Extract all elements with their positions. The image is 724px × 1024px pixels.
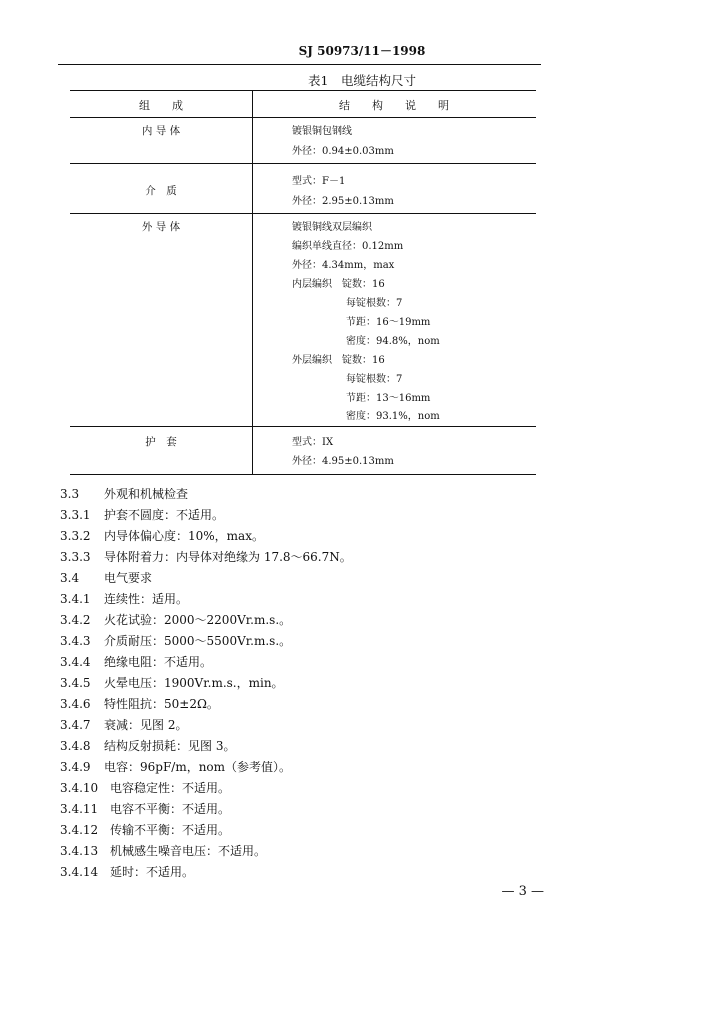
row-line: 外径：4.34mm，max xyxy=(292,260,395,271)
paragraph-number: 3.3 xyxy=(60,487,80,501)
row-line: 编织单线直径：0.12mm xyxy=(292,241,404,252)
row-line: 密度：94.8%，nom xyxy=(346,336,440,347)
paragraph-text: 延时：不适用。 xyxy=(110,865,195,879)
column-header-description: 结 构 说 明 xyxy=(339,99,449,112)
row-line: 镀银铜包钢线 xyxy=(292,126,352,137)
paragraph xyxy=(60,737,235,754)
paragraph-text: 结构反射损耗：见图 3。 xyxy=(104,739,236,753)
row-line: 节距：16～19mm xyxy=(346,317,431,328)
row-line: 密度：93.1%，nom xyxy=(346,411,440,422)
paragraph-text: 电容：96pF/m，nom（参考值）。 xyxy=(104,760,292,774)
paragraph xyxy=(60,569,152,586)
row-line: 镀银铜线双层编织 xyxy=(292,222,372,233)
paragraph-number: 3.4.13 xyxy=(60,844,99,858)
paragraph-number: 3.3.1 xyxy=(60,508,91,522)
table-column-divider xyxy=(252,90,253,475)
paragraph-text: 介质耐压：5000～5500Vr.m.s.。 xyxy=(104,634,292,648)
paragraph-number: 3.3.3 xyxy=(60,550,91,564)
table-bottom-rule xyxy=(70,474,536,475)
row-line: 外径：2.95±0.13mm xyxy=(292,196,394,207)
paragraph-number: 3.3.2 xyxy=(60,529,91,543)
row-line: 内层编织 锭数：16 xyxy=(292,279,385,290)
paragraph-text: 导体附着力：内导体对绝缘为 17.8～66.7N。 xyxy=(104,550,352,564)
paragraph-number: 3.4.3 xyxy=(60,634,91,648)
paragraph-text: 电气要求 xyxy=(104,571,153,585)
row-line: 每锭根数：7 xyxy=(346,298,403,309)
paragraph-text: 电容不平衡：不适用。 xyxy=(110,802,231,816)
row-line: 外层编织 锭数：16 xyxy=(292,355,385,366)
paragraph xyxy=(60,506,224,523)
paragraph xyxy=(60,632,291,649)
paragraph-number: 3.4.4 xyxy=(60,655,91,669)
page-number: — 3 — xyxy=(501,884,544,899)
table-header-rule xyxy=(70,117,536,118)
paragraph xyxy=(60,485,188,502)
paragraph xyxy=(60,842,266,859)
paragraph xyxy=(60,821,230,838)
paragraph-text: 传输不平衡：不适用。 xyxy=(110,823,231,837)
paragraph-number: 3.4 xyxy=(60,571,80,585)
paragraph-number: 3.4.14 xyxy=(60,865,99,879)
paragraph-text: 电容稳定性：不适用。 xyxy=(110,781,231,795)
row-line: 型式：F－1 xyxy=(292,176,346,187)
paragraph-number: 3.4.1 xyxy=(60,592,91,606)
table-top-rule xyxy=(70,90,536,91)
paragraph-text: 机械感生噪音电压：不适用。 xyxy=(110,844,267,858)
paragraph xyxy=(60,548,352,565)
paragraph-number: 3.4.11 xyxy=(60,802,99,816)
paragraph-text: 特性阻抗：50±2Ω。 xyxy=(104,697,219,711)
row-label-jacket: 护 套 xyxy=(145,436,177,448)
paragraph-text: 内导体偏心度：10%，max。 xyxy=(104,529,264,543)
paragraph-text: 衰减：见图 2。 xyxy=(104,718,188,732)
row-rule xyxy=(70,163,536,164)
paragraph-number: 3.4.9 xyxy=(60,760,91,774)
row-line: 型式：IX xyxy=(292,437,334,448)
document-code: SJ 50973/11－1998 xyxy=(298,44,426,58)
paragraph xyxy=(60,779,230,796)
paragraph-number: 3.4.12 xyxy=(60,823,99,837)
row-line: 节距：13～16mm xyxy=(346,393,431,404)
row-line: 外径：4.95±0.13mm xyxy=(292,456,394,467)
row-label-inner-conductor: 内 导 体 xyxy=(141,125,181,137)
paragraph-text: 火花试验：2000～2200Vr.m.s.。 xyxy=(104,613,292,627)
paragraph-number: 3.4.5 xyxy=(60,676,91,690)
header-rule xyxy=(58,64,541,65)
paragraph-text: 外观和机械检查 xyxy=(104,487,189,501)
paragraph-text: 火晕电压：1900Vr.m.s.，min。 xyxy=(104,676,284,690)
row-line: 每锭根数：7 xyxy=(346,374,403,385)
paragraph-text: 连续性：适用。 xyxy=(104,592,189,606)
paragraph xyxy=(60,674,284,691)
paragraph xyxy=(60,863,194,880)
column-header-component: 组 成 xyxy=(139,99,183,112)
row-rule xyxy=(70,426,536,427)
paragraph xyxy=(60,800,230,817)
paragraph-number: 3.4.2 xyxy=(60,613,91,627)
row-line: 外径：0.94±0.03mm xyxy=(292,146,394,157)
paragraph-number: 3.4.7 xyxy=(60,718,91,732)
paragraph xyxy=(60,758,291,775)
paragraph xyxy=(60,527,264,544)
paragraph xyxy=(60,611,291,628)
paragraph-number: 3.4.6 xyxy=(60,697,91,711)
paragraph-number: 3.4.8 xyxy=(60,739,91,753)
row-label-dielectric: 介 质 xyxy=(145,185,177,197)
row-label-outer-conductor: 外 导 体 xyxy=(141,221,181,233)
paragraph-text: 护套不圆度：不适用。 xyxy=(104,508,225,522)
paragraph xyxy=(60,590,188,607)
table-caption: 表1 电缆结构尺寸 xyxy=(308,73,416,88)
paragraph xyxy=(60,695,219,712)
row-rule xyxy=(70,213,536,214)
paragraph xyxy=(60,716,187,733)
paragraph-number: 3.4.10 xyxy=(60,781,99,795)
paragraph-text: 绝缘电阻：不适用。 xyxy=(104,655,213,669)
paragraph xyxy=(60,653,212,670)
